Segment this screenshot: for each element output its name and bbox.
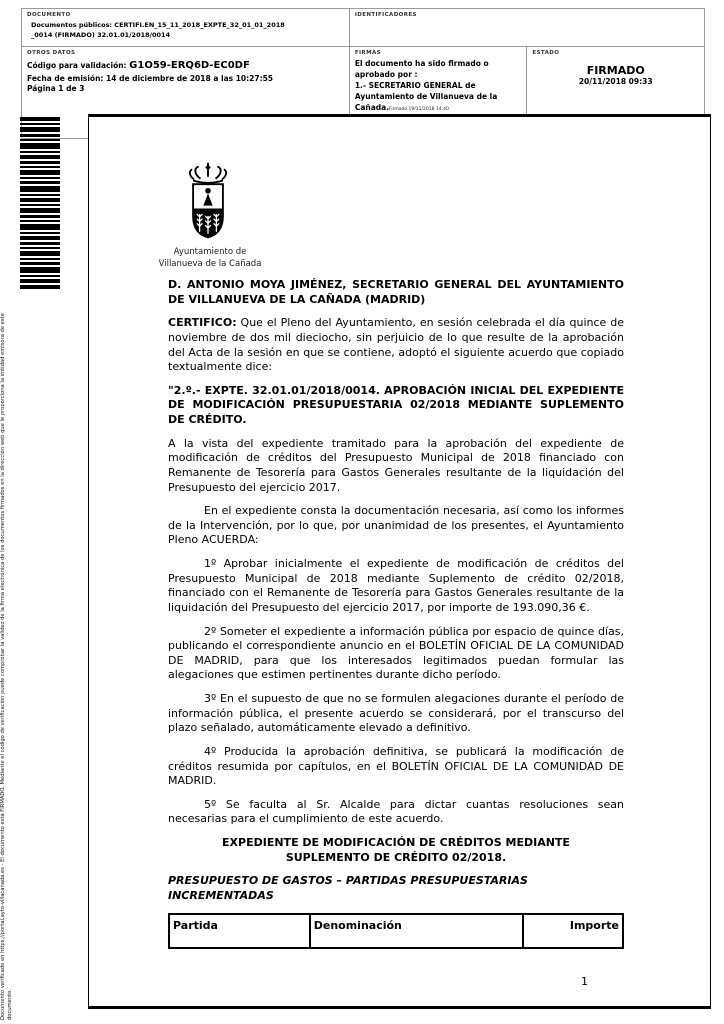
acuerdo-punto-2: 2º Someter el expediente a información pública por espacio de quince días, publicando el correspondiente anuncio en el BOLETÍN OFICIAL DE LA COMUNIDAD DE MADRID, para que los interesados legitimados puedan formular las alegaciones que estimen pertinentes durante dicho período. — [168, 624, 624, 682]
certificate-title: D. ANTONIO MOYA JIMÉNEZ, SECRETARIO GENERAL DEL AYUNTAMIENTO DE VILLANUEVA DE LA CAÑADA (MADRID) — [168, 278, 624, 306]
documento-value-line2: _0014 (FIRMADO) 32.01.01/2018/0014 — [31, 30, 171, 39]
estado-fecha: 20/11/2018 09:33 — [578, 77, 653, 86]
expediente-heading-line2: SUPLEMENTO DE CRÉDITO 02/2018. — [285, 850, 507, 864]
identificadores-label: IDENTIFICADORES — [354, 12, 417, 18]
firma-1-stamp: Firmado 19/11/2018 14:40 — [389, 106, 449, 112]
firmas-label: FIRMAS — [354, 50, 381, 56]
firmas-intro: El documento ha sido firmado o aprobado por : — [354, 59, 489, 79]
certificate-body — [168, 278, 624, 990]
documento-value-line1: Documentos públicos: CERTIFI.EN_15_11_2018_EXPTE_32_01_01_2018 — [31, 21, 285, 29]
codigo-label: Código para validación: — [27, 61, 130, 70]
expte-heading: "2.º.- EXPTE. 32.01.01/2018/0014. APROBACIÓN INICIAL DEL EXPEDIENTE DE MODIFICACIÓN PRESUPUESTARIA 02/2018 MEDIANTE SUPLEMENTO DE CRÉDITO. — [168, 383, 624, 426]
col-importe: Importe — [523, 914, 623, 949]
paragraph-vista: A la vista del expediente tramitado para la aprobación del expediente de modificación de créditos del Presupuesto Municipal de 2018 financiado con Remanente de Tesorería para Gastos Generales resultante de la liquidación del Presupuesto del ejercicio 2017. — [168, 436, 624, 494]
fecha-emision: Fecha de emisión: 14 de diciembre de 2018 a las 10:27:55 — [27, 73, 274, 83]
estado-label: ESTADO — [532, 50, 560, 56]
crest-caption-line1: Ayuntamiento de — [173, 247, 247, 257]
certifico-lead: CERTIFICO: — [168, 316, 237, 330]
documento-cell — [22, 9, 350, 47]
codigo-validacion-line — [27, 59, 344, 74]
firma-1-text: 1.- SECRETARIO GENERAL de Ayuntamiento de Villanueva de la Cañada. — [354, 80, 498, 112]
paragraph-expediente: En el expediente consta la documentación necesaria, así como los informes de la Intervención, por lo que, por unanimidad de los presentes, el Ayuntamiento Pleno ACUERDA: — [168, 504, 624, 547]
codigo-value: G1O59-ERQ6D-EC0DF — [129, 60, 250, 71]
acuerdo-punto-3: 3º En el supuesto de que no se formulen alegaciones durante el período de información pública, el presente acuerdo se considerará, por el transcurso del plazo señalado, automáticamente elevado a definitivo. — [168, 692, 624, 735]
presupuesto-subheading: PRESUPUESTO DE GASTOS – PARTIDAS PRESUPUESTARIAS INCREMENTADAS — [168, 874, 528, 902]
firma-line-1 — [355, 81, 522, 114]
partidas-header-row — [169, 914, 623, 949]
page-number: 1 — [581, 975, 588, 989]
acuerdo-punto-1: 1º Aprobar inicialmente el expediente de modificación de créditos del Presupuesto Municipal de 2018 mediante Suplemento de crédito 02/2018, financiado con el Remanente de Tesorería para Gastos Generales resultante de la liquidación del Presupuesto del ejercicio 2017, por importe de 193.090,36 €. — [168, 557, 624, 614]
crest-caption — [130, 246, 290, 271]
acuerdo-punto-5: 5º Se faculta al Sr. Alcalde para dictar cuantas resoluciones sean necesarias para el cumplimiento de este acuerdo. — [168, 797, 624, 826]
barcode — [20, 117, 60, 289]
col-denominacion: Denominación — [310, 914, 523, 949]
col-partida: Partida — [169, 914, 310, 949]
municipal-crest — [180, 160, 236, 242]
otros-datos-label: OTROS DATOS — [27, 50, 76, 56]
estado-value: FIRMADO — [586, 64, 645, 77]
documento-label: DOCUMENTO — [27, 12, 71, 18]
crest-caption-line2: Villanueva de la Cañada — [158, 259, 262, 270]
acuerdo-punto-4: 4º Producida la aprobación definitiva, se publicará la modificación de créditos resumida por capítulos, en el BOLETÍN OFICIAL DE LA COMUNIDAD DE MADRID. — [168, 744, 624, 788]
partidas-table — [168, 913, 624, 950]
pagina-indicador: Página 1 de 3 — [27, 84, 85, 94]
verification-vertical-note: Documento verificado en https://portal.ayto-villacanada.es - El documento está FIRMADO. Mediante el código de verificación puede comprobar la validez de la firma electrónica de los documentos firmados en la dirección web que le proporciona la entidad emisora de este documento. — [0, 313, 14, 1020]
identificadores-cell — [349, 9, 704, 47]
certifico-rest: Que el Pleno del Ayuntamiento, en sesión celebrada el día quince de noviembre de dos mil dieciocho, sin perjuicio de lo que resulte de la aprobación del Acta de la sesión en que se contiene, adoptó el siguiente acuerdo que copiado textualmente dice: — [168, 316, 624, 374]
certifico-paragraph — [168, 316, 624, 375]
expediente-heading-line1: EXPEDIENTE DE MODIFICACIÓN DE CRÉDITOS MEDIANTE — [222, 836, 570, 849]
